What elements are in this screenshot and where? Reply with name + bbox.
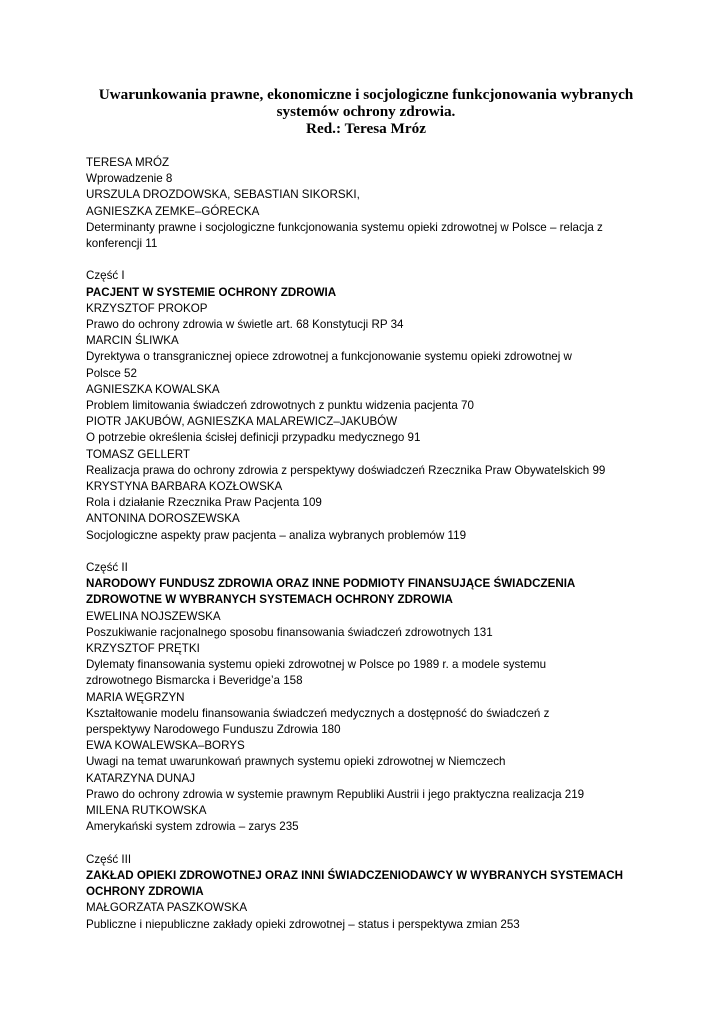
toc-entry: konferencji 11 — [86, 237, 158, 251]
section-spacer — [86, 252, 646, 268]
toc-line: ANTONINA DOROSZEWSKA — [86, 512, 240, 526]
document-title — [71, 86, 661, 137]
toc-line: PIOTR JAKUBÓW, AGNIESZKA MALAREWICZ–JAKUBÓW — [86, 415, 398, 429]
title-line-2: systemów ochrony zdrowia. — [276, 103, 456, 120]
toc-line: KRYSTYNA BARBARA KOZŁOWSKA — [86, 480, 283, 494]
section-spacer — [86, 836, 646, 852]
part-heading: OCHRONY ZDROWIA — [86, 885, 204, 899]
toc-line: KATARZYNA DUNAJ — [86, 771, 196, 785]
toc-line: MARIA WĘGRZYN — [86, 690, 185, 704]
title-line-1: Uwarunkowania prawne, ekonomiczne i socjologiczne funkcjonowania wybranych — [98, 86, 634, 103]
toc-line: Uwagi na temat uwarunkowań prawnych systemu opieki zdrowotnej w Niemczech — [86, 755, 506, 769]
toc-line: Prawo do ochrony zdrowia w świetle art. 68 Konstytucji RP 34 — [86, 318, 404, 332]
table-of-contents — [86, 155, 646, 933]
toc-line: KRZYSZTOF PROKOP — [86, 301, 208, 315]
toc-line: Prawo do ochrony zdrowia w systemie prawnym Republiki Austrii i jego praktyczna realizacja 219 — [86, 787, 585, 801]
toc-author: URSZULA DROZDOWSKA, SEBASTIAN SIKORSKI, — [86, 188, 360, 202]
toc-line: MILENA RUTKOWSKA — [86, 804, 207, 818]
part-label: Część III — [86, 852, 132, 866]
part-heading: PACJENT W SYSTEMIE OCHRONY ZDROWIA — [86, 285, 337, 299]
toc-line: TOMASZ GELLERT — [86, 447, 190, 461]
toc-line: O potrzebie określenia ścisłej definicji przypadku medycznego 91 — [86, 431, 421, 445]
part-label: Część I — [86, 269, 125, 283]
toc-line: Problem limitowania świadczeń zdrowotnych z punktu widzenia pacjenta 70 — [86, 399, 474, 413]
part-heading: ZAKŁAD OPIEKI ZDROWOTNEJ ORAZ INNI ŚWIADCZENIODAWCY W WYBRANYCH SYSTEMACH — [86, 868, 623, 882]
toc-line: Dylematy finansowania systemu opieki zdrowotnej w Polsce po 1989 r. a modele systemu — [86, 658, 547, 672]
toc-line: Publiczne i niepubliczne zakłady opieki zdrowotnej – status i perspektywa zmian 253 — [86, 917, 520, 931]
toc-entry: Determinanty prawne i socjologiczne funkcjonowania systemu opieki zdrowotnej w Polsce – relacja z — [86, 220, 603, 234]
toc-line: Socjologiczne aspekty praw pacjenta – analiza wybranych problemów 119 — [86, 528, 467, 542]
page-content — [86, 86, 646, 933]
toc-line: MAŁGORZATA PASZKOWSKA — [86, 901, 248, 915]
part-heading: NARODOWY FUNDUSZ ZDROWIA ORAZ INNE PODMIOTY FINANSUJĄCE ŚWIADCZENIA — [86, 577, 576, 591]
toc-line: Realizacja prawa do ochrony zdrowia z perspektywy doświadczeń Rzecznika Praw Obywatelskich 99 — [86, 463, 606, 477]
toc-line: Kształtowanie modelu finansowania świadczeń medycznych a dostępność do świadczeń z — [86, 706, 550, 720]
toc-line: AGNIESZKA KOWALSKA — [86, 382, 220, 396]
toc-line: Poszukiwanie racjonalnego sposobu finansowania świadczeń zdrowotnych 131 — [86, 625, 493, 639]
part-heading: ZDROWOTNE W WYBRANYCH SYSTEMACH OCHRONY ZDROWIA — [86, 593, 453, 607]
section-spacer — [86, 544, 646, 560]
toc-line: Amerykański system zdrowia – zarys 235 — [86, 820, 299, 834]
title-line-3-editor: Red.: Teresa Mróz — [306, 120, 426, 137]
toc-line: perspektywy Narodowego Funduszu Zdrowia 180 — [86, 723, 341, 737]
toc-line: Dyrektywa o transgranicznej opiece zdrowotnej a funkcjonowanie systemu opieki zdrowotnej w — [86, 350, 572, 364]
toc-author: AGNIESZKA ZEMKE–GÓRECKA — [86, 204, 260, 218]
toc-line: Polsce 52 — [86, 366, 137, 380]
toc-line: EWELINA NOJSZEWSKA — [86, 609, 221, 623]
toc-line: Rola i działanie Rzecznika Praw Pacjenta 109 — [86, 496, 322, 510]
toc-author: TERESA MRÓZ — [86, 156, 170, 169]
part-label: Część II — [86, 561, 128, 575]
toc-entry: Wprowadzenie 8 — [86, 172, 173, 186]
toc-line: MARCIN ŚLIWKA — [86, 334, 179, 348]
toc-line: EWA KOWALEWSKA–BORYS — [86, 739, 245, 753]
toc-line: zdrowotnego Bismarcka i Beveridge’a 158 — [86, 674, 303, 688]
toc-line: KRZYSZTOF PRĘTKI — [86, 642, 200, 656]
